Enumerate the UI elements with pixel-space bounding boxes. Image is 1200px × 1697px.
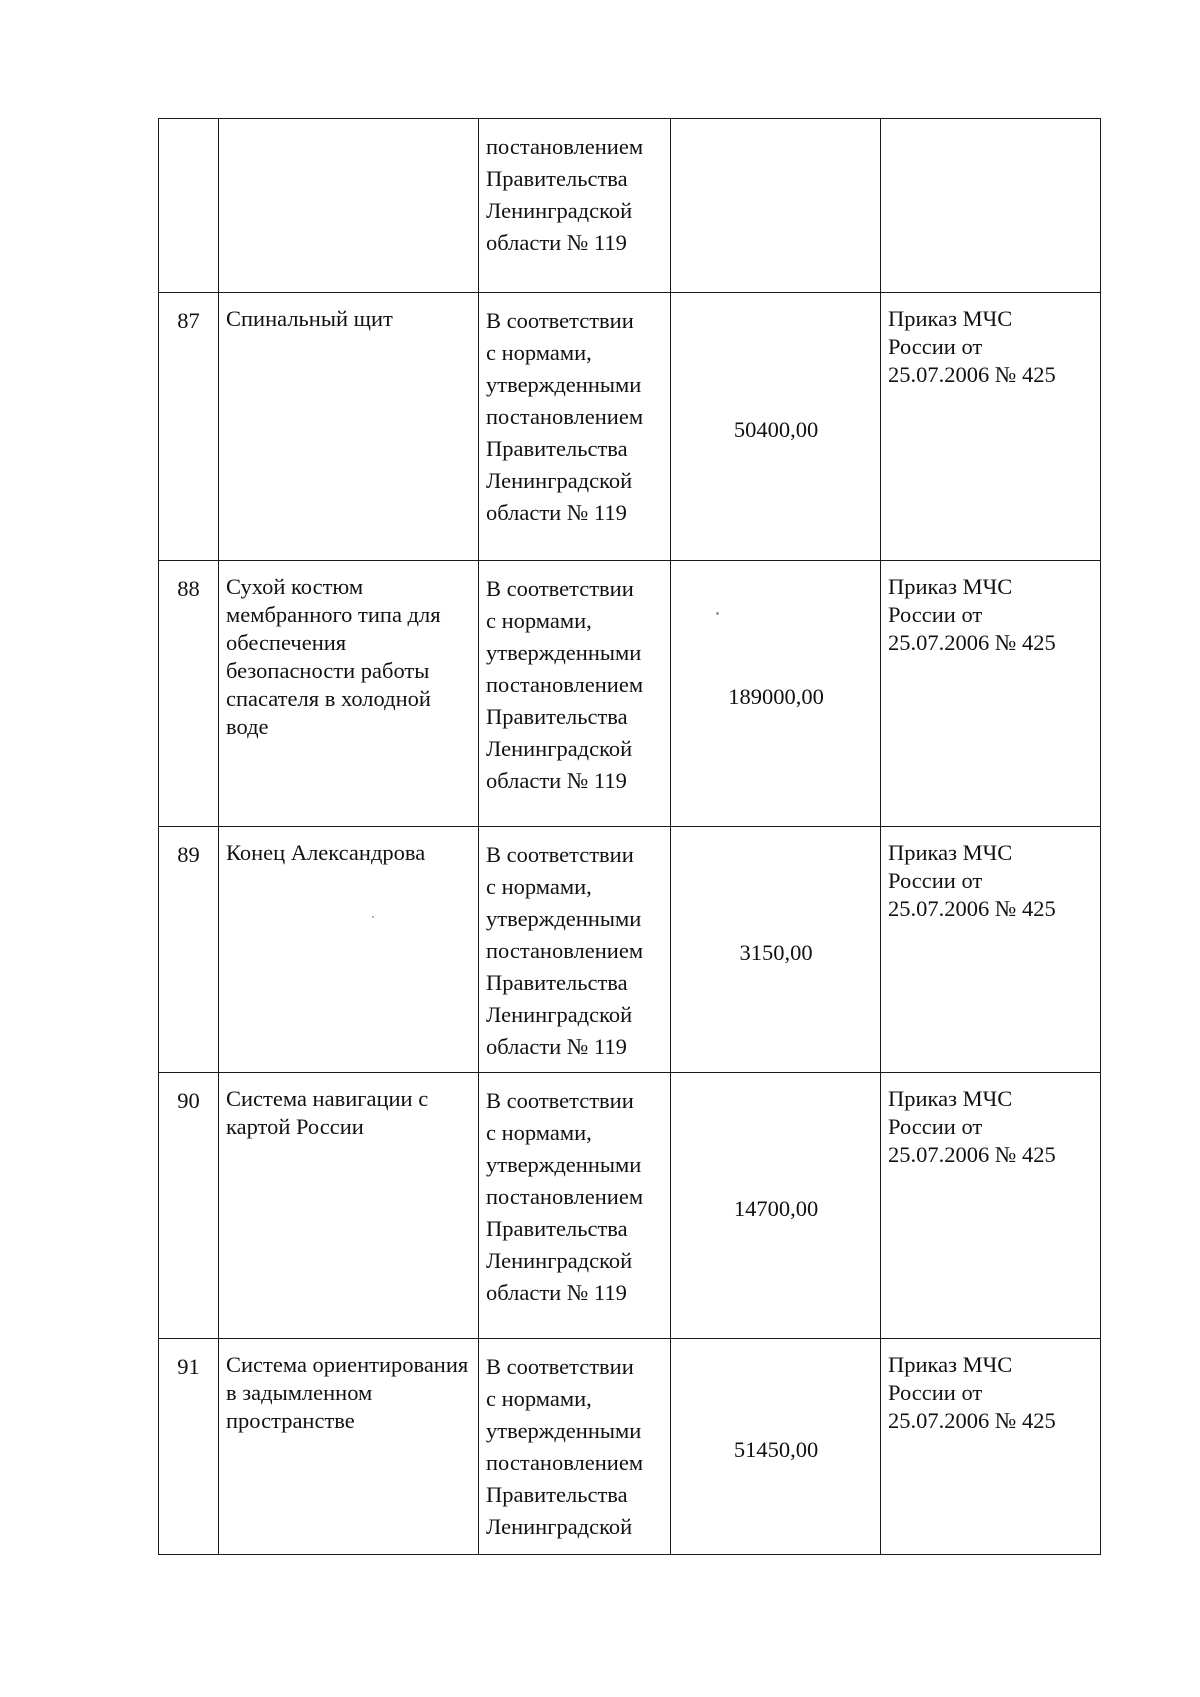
table-row	[159, 1339, 1101, 1555]
legal-basis-cell	[881, 119, 1101, 293]
legal-basis-cell: Приказ МЧС России от 25.07.2006 № 425	[881, 293, 1101, 561]
item-name-cell: Сухой костюм мембранного типа для обеспечения безопасности работы спасателя в холодной воде	[219, 561, 479, 827]
item-name-cell: Спинальный щит	[219, 293, 479, 561]
norm-basis-cell: В соответствии с нормами, утвержденными постановлением Правительства Ленинградской	[479, 1339, 671, 1555]
scan-speck	[716, 612, 719, 615]
norm-basis-cell: В соответствии с нормами, утвержденными постановлением Правительства Ленинградской области № 119	[479, 561, 671, 827]
item-name-cell	[219, 119, 479, 293]
table-row	[159, 561, 1101, 827]
price-cell: 3150,00	[671, 827, 881, 1073]
norm-basis-cell: В соответствии с нормами, утвержденными постановлением Правительства Ленинградской области № 119	[479, 827, 671, 1073]
row-number-cell: 91	[159, 1339, 219, 1555]
table-row	[159, 1073, 1101, 1339]
price-cell: 51450,00	[671, 1339, 881, 1555]
price-cell: 50400,00	[671, 293, 881, 561]
legal-basis-cell: Приказ МЧС России от 25.07.2006 № 425	[881, 1073, 1101, 1339]
equipment-price-table	[158, 118, 1101, 1555]
item-name-cell: Конец Александрова	[219, 827, 479, 1073]
table-row	[159, 827, 1101, 1073]
norm-basis-cell: В соответствии с нормами, утвержденными постановлением Правительства Ленинградской области № 119	[479, 293, 671, 561]
row-number-cell: 89	[159, 827, 219, 1073]
row-number-cell: 88	[159, 561, 219, 827]
price-cell	[671, 119, 881, 293]
legal-basis-cell: Приказ МЧС России от 25.07.2006 № 425	[881, 561, 1101, 827]
legal-basis-cell: Приказ МЧС России от 25.07.2006 № 425	[881, 827, 1101, 1073]
row-number-cell	[159, 119, 219, 293]
norm-basis-cell: постановлением Правительства Ленинградской области № 119	[479, 119, 671, 293]
table-row	[159, 119, 1101, 293]
item-name-cell: Система ориентирования в задымленном пространстве	[219, 1339, 479, 1555]
row-number-cell: 90	[159, 1073, 219, 1339]
price-cell: 14700,00	[671, 1073, 881, 1339]
legal-basis-cell: Приказ МЧС России от 25.07.2006 № 425	[881, 1339, 1101, 1555]
scan-speck	[372, 916, 374, 918]
table-row	[159, 293, 1101, 561]
item-name-cell: Система навигации с картой России	[219, 1073, 479, 1339]
norm-basis-cell: В соответствии с нормами, утвержденными постановлением Правительства Ленинградской области № 119	[479, 1073, 671, 1339]
row-number-cell: 87	[159, 293, 219, 561]
price-cell: 189000,00	[671, 561, 881, 827]
